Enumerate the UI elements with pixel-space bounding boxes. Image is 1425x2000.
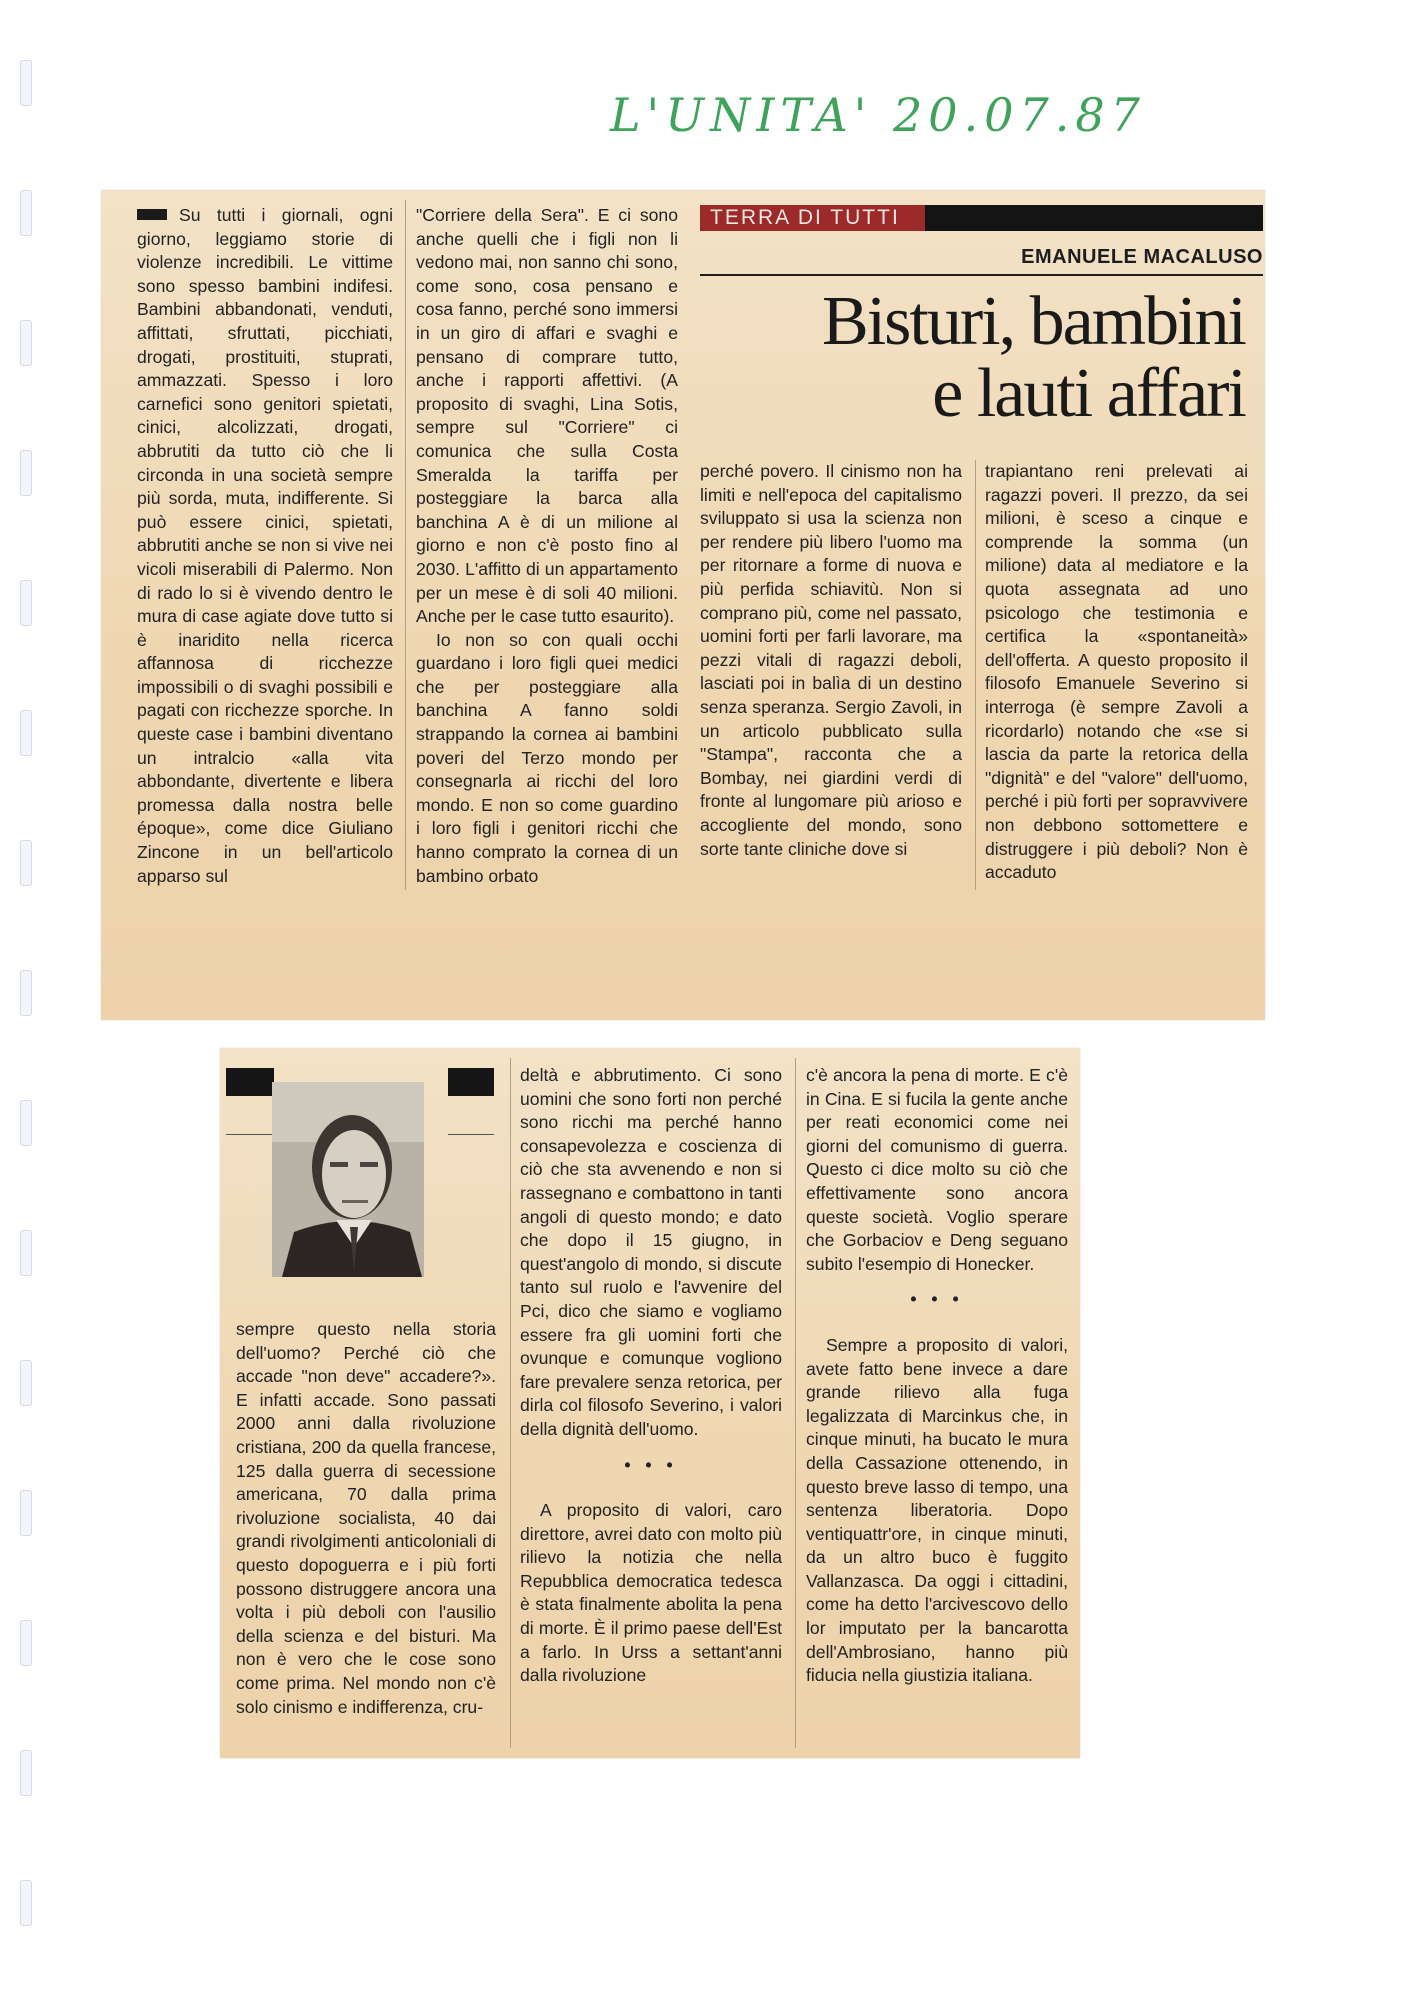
article-paragraph — [416, 629, 678, 889]
column-separator — [975, 460, 976, 890]
article-column-5 — [236, 1318, 496, 1719]
paragraph-text: perché povero. Il cinismo non ha limiti e nell'epoca del capitalismo sviluppato si usa la scienza non per rendere più libero l'uomo ma per ritornare a forme di nuova e più perfida schiavitù. Non si comprano più, come nel passato, uomini forti per farli lavorare, ma pezzi vitali di ragazzi deboli, lasciati poi in balìa di un destino senza speranza. Sergio Zavoli, in un articolo pubblicato sulla "Stampa", racconta che a Bombay, nei giardini verdi di fronte al lungomare più arioso e accogliente del mondo, sono sorte tante cliniche dove si — [700, 461, 962, 859]
column-separator — [795, 1058, 796, 1748]
paragraph-text: Sempre a proposito di valori, avete fatto bene invece a dare grande rilievo alla fuga legalizzata di Marcinkus che, in cinque minuti, ha bucato le mura della Cassazione ottenendo, in questo breve lasso di tempo, una sentenza liberatoria. Dopo ventiquattr'ore, in cinque minuti, da un altro buco è fuggito Vallanzasca. Da oggi i cittadini, come ha detto l'arcivescovo dello lor imputato per la bancarotta dell'Ambrosiano, hanno più fiducia nella giustizia italiana. — [806, 1334, 1068, 1686]
binder-hole — [20, 1750, 32, 1796]
headline-line: e lauti affari — [932, 355, 1245, 432]
binder-hole — [20, 580, 32, 626]
section-flag-rule — [226, 1134, 272, 1135]
headline-line: Bisturi, bambini — [822, 283, 1245, 360]
article-column-3 — [700, 460, 962, 861]
author-portrait-image — [272, 1082, 424, 1277]
section-flag-rule — [448, 1134, 494, 1135]
rubric-label: TERRA DI TUTTI — [700, 205, 925, 231]
handwritten-date-note: L'UNITA' 20.07.87 — [610, 88, 1146, 142]
paragraph-text: "Corriere della Sera". E ci sono anche quelli che i figli non li vedono mai, non sanno chi sono, come sono, cosa pensano e cosa fanno, perché sono immersi in un giro di affari e svaghi e pensano di comprare tutto, anche i rapporti affettivi. (A proposito di svaghi, Lina Sotis, sempre sul "Corriere" ci comunica che sulla Costa Smeralda la tariffa per posteggiare la barca alla banchina A è di un milione al giorno e non c'è posto fino al 2030. L'affitto di un appartamento per un mese è di soli 40 milioni. Anche per le case tutto esaurito). — [416, 205, 678, 627]
paragraph-text: A proposito di valori, caro direttore, avrei dato con molto più rilievo la notizia che nella Repubblica democratica tedesca è stata finalmente abolita la pena di morte. È il primo paese dell'Est a farlo. In Urss a settant'anni dalla rivoluzione — [520, 1500, 782, 1686]
author-portrait — [272, 1082, 424, 1277]
section-separator-dots — [806, 1288, 1068, 1312]
binder-hole — [20, 190, 32, 236]
column-separator — [405, 200, 406, 890]
paragraph-text: Su tutti i giornali, ogni giorno, leggiamo storie di violenze incredibili. Le vittime sono spesso bambini indifesi. Bambini abbandonati, venduti, affittati, sfruttati, picchiati, drogati, prostituiti, stuprati, ammazzati. Spesso i loro carnefici sono genitori spietati, cinici, alcolizzati, drogati, abbrutiti da tutto ciò che li circonda in una società sempre più sorda, muta, indifferente. Si può essere cinici, spietati, abbrutiti anche se non si vive nei vicoli miserabili di Palermo. Non di rado lo si è vivendo dentro le mura di case agiate dove tutto si è inaridito nella ricerca affannosa di ricchezze impossibili o di svaghi possibili e pagati con ricchezze sporche. In queste case i bambini diventano un intralcio «alla vita abbondante, divertente e libera promessa dalla nostra belle époque», come dice Giuliano Zincone in un bell'articolo apparso sul — [137, 205, 393, 886]
binder-hole — [20, 710, 32, 756]
author-name: EMANUELE MACALUSO — [1021, 246, 1263, 268]
column-separator — [510, 1058, 511, 1748]
binder-hole — [20, 970, 32, 1016]
binder-hole — [20, 840, 32, 886]
paragraph-text: trapiantano reni prelevati ai ragazzi poveri. Il prezzo, da sei milioni, è sceso a cinque e comprende la somma (un milione) data al mediatore e la quota assegnata ad uno psicologo che testimonia e certifica la «spontaneità» dell'offerta. A questo proposito il filosofo Emanuele Severino si interroga (è sempre Zavoli a ricordarlo) notando che «se si lascia da parte la retorica della "dignità" e del "valore" dell'uomo, perché i più forti per sopravvivere non debbono sottomettere e distruggere i più deboli? Non è accaduto — [985, 461, 1248, 883]
paragraph-text: deltà e abbrutimento. Ci sono uomini che sono forti non perché sono ricchi ma perché hanno consapevolezza e coscienza di ciò che sta avvenendo e non si rassegnano e combattono in tanti angoli di questo mondo; e dato che dopo il 15 giugno, in quest'angolo di mondo, si discute tanto sul ruolo e l'avvenire del Pci, dico che siamo e vogliamo essere fra gli uomini forti che ovunque e comunque vogliono fare prevalere senza retorica, per dirla col filosofo Severino, i valori della dignità dell'uomo. — [520, 1065, 782, 1439]
binder-hole — [20, 1620, 32, 1666]
article-column-6 — [520, 1064, 782, 1688]
article-column-1 — [137, 204, 393, 888]
binder-holes — [20, 60, 34, 1960]
article-paragraph — [520, 1499, 782, 1688]
binder-hole — [20, 60, 32, 106]
article-paragraph — [416, 204, 678, 629]
article-column-7 — [806, 1064, 1068, 1688]
paragraph-text: Io non so con quali occhi guardano i loro figli quei medici che per posteggiare alla banchina A fanno soldi strappando la cornea ai bambini poveri del Terzo mondo per consegnarla ai ricchi del loro mondo. E non so come guardino i loro figli i genitori ricchi che hanno comprato la cornea di un bambino orbato — [416, 629, 678, 886]
article-paragraph — [985, 460, 1248, 885]
article-paragraph — [700, 460, 962, 861]
binder-hole — [20, 1490, 32, 1536]
article-paragraph — [806, 1064, 1068, 1276]
binder-hole — [20, 450, 32, 496]
separator-text: • • • — [624, 1454, 678, 1475]
section-flag-block — [448, 1068, 494, 1096]
article-paragraph — [137, 204, 393, 888]
headline — [820, 283, 1245, 432]
author-rule — [700, 274, 1263, 276]
paragraph-text: c'è ancora la pena di morte. E c'è in Cina. E si fucila la gente anche per reati economici come nei giorni del comunismo di guerra. Questo ci dice molto su ciò che effettivamente sono ancora queste società. Voglio sperare che Gorbaciov e Deng seguano subito l'esempio di Honecker. — [806, 1065, 1068, 1274]
article-paragraph — [806, 1334, 1068, 1688]
binder-hole — [20, 320, 32, 366]
binder-hole — [20, 1880, 32, 1926]
section-flag-block — [226, 1068, 274, 1096]
binder-hole — [20, 1230, 32, 1276]
section-separator-dots — [520, 1454, 782, 1478]
binder-hole — [20, 1360, 32, 1406]
paragraph-text: sempre questo nella storia dell'uomo? Perché ciò che accade "non deve" accadere?». E infatti accade. Sono passati 2000 anni dalla rivoluzione cristiana, 200 da quella francese, 125 dalla guerra di secessione americana, 70 dalla prima rivoluzione socialista, 40 dai grandi rivolgimenti anticoloniali di questo dopoguerra e i più forti possono distruggere ancora una volta i più deboli con l'ausilio della scienza e del bisturi. Ma non è vero che le cose sono come prima. Nel mondo non c'è solo cinismo e indifferenza, cru- — [236, 1319, 496, 1717]
article-column-4 — [985, 460, 1248, 885]
lead-square-marker — [137, 209, 167, 220]
article-paragraph — [236, 1318, 496, 1719]
article-column-2 — [416, 204, 678, 888]
article-paragraph — [520, 1064, 782, 1442]
separator-text: • • • — [910, 1289, 964, 1310]
binder-hole — [20, 1100, 32, 1146]
